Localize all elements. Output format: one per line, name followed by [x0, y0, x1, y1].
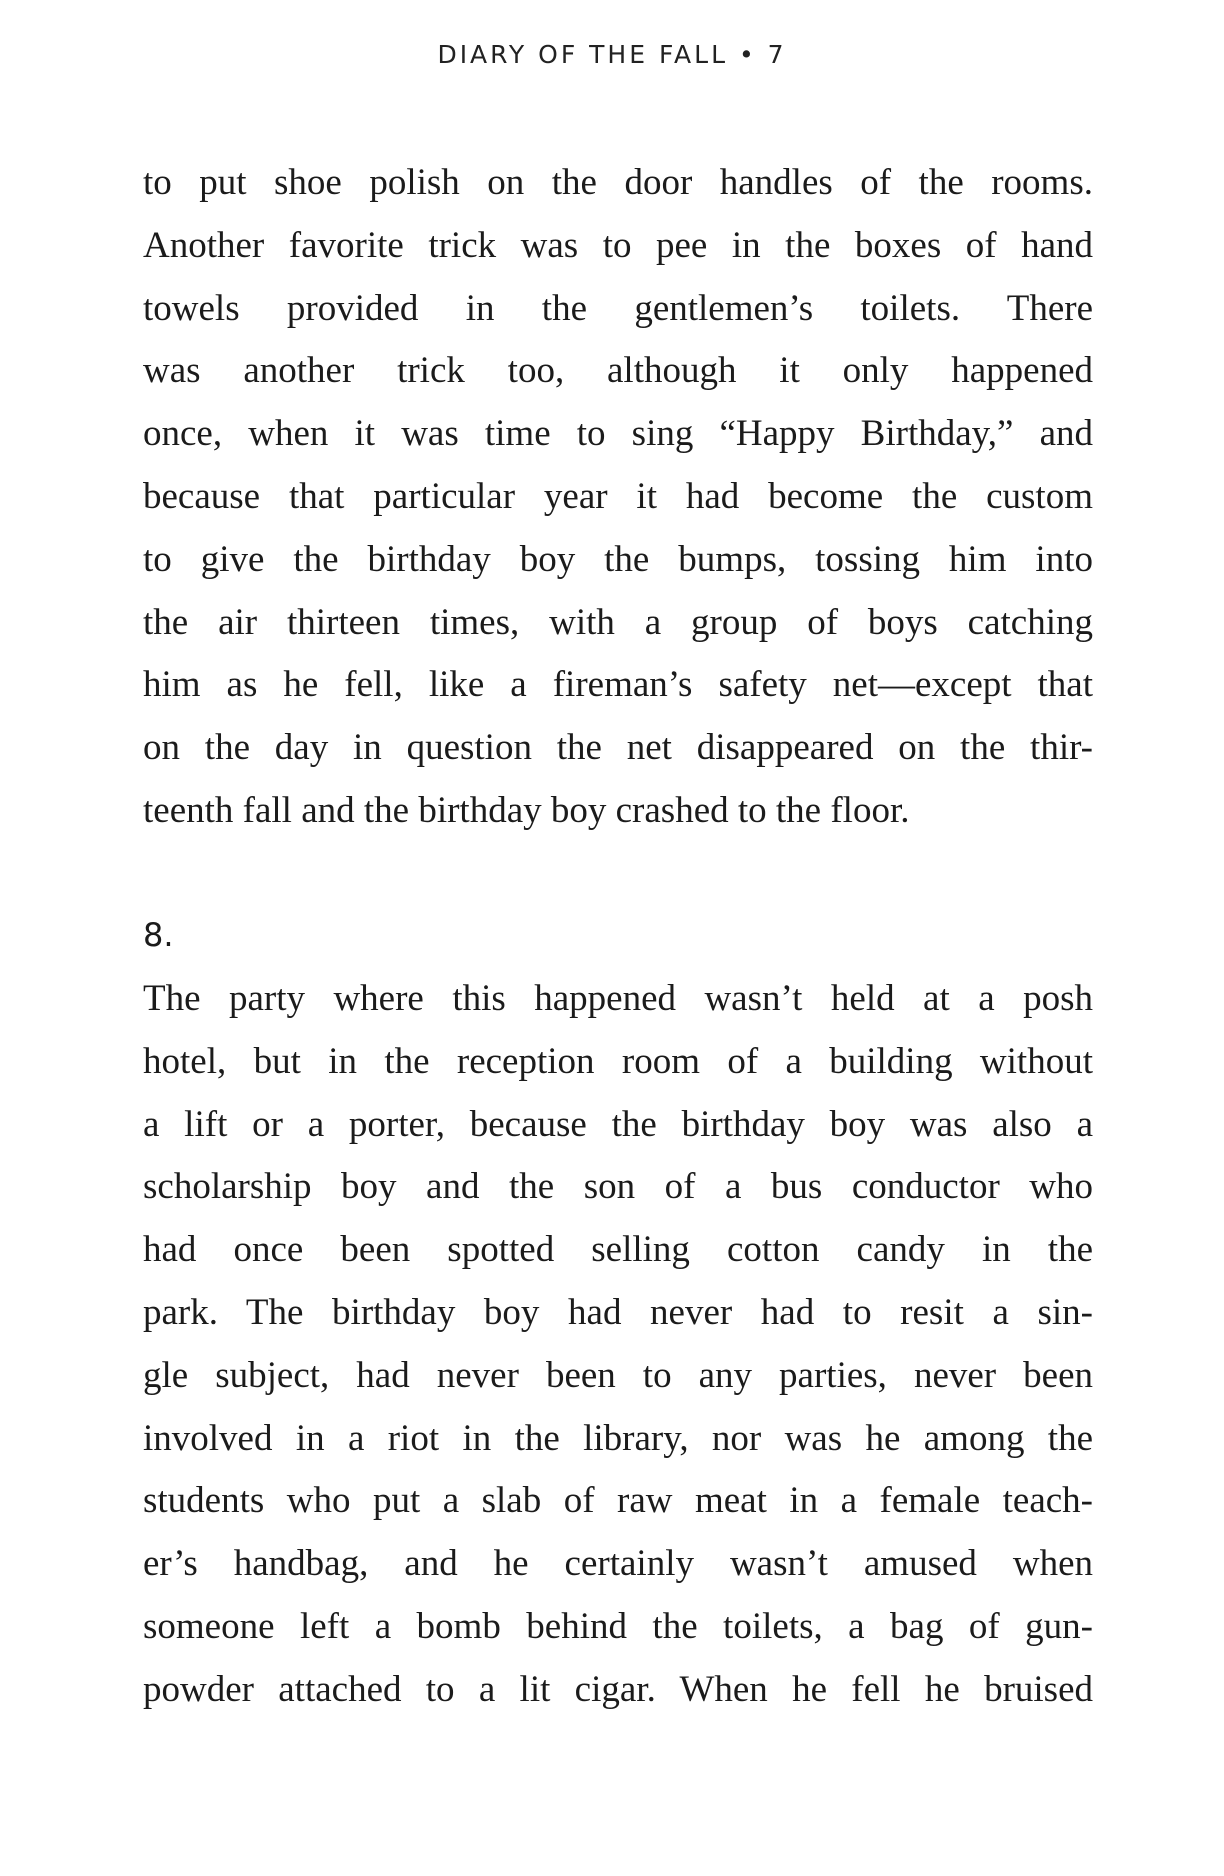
paragraph-line: teenth fall and the birthday boy crashed to the floor.	[143, 789, 910, 831]
paragraph-line: a lift or a porter, because the birthday boy was also a	[143, 1103, 1093, 1145]
paragraph-2	[143, 968, 1093, 1722]
paragraph-1	[143, 152, 1093, 843]
paragraph-line: students who put a slab of raw meat in a female teach-	[143, 1480, 1093, 1522]
paragraph-line: gle subject, had never been to any parties, never been	[143, 1354, 1093, 1396]
running-head: DIARY OF THE FALL • 7	[437, 40, 787, 69]
paragraph-line: The party where this happened wasn’t held at a posh	[143, 978, 1093, 1019]
paragraph-line: because that particular year it had become the custom	[143, 475, 1093, 517]
paragraph-line: to give the birthday boy the bumps, tossing him into	[143, 538, 1093, 580]
paragraph-line: park. The birthday boy had never had to resit a sin-	[143, 1291, 1093, 1333]
paragraph-line: powder attached to a lit cigar. When he fell he bruised	[143, 1668, 1093, 1710]
paragraph-line: someone left a bomb behind the toilets, a bag of gun-	[143, 1605, 1093, 1647]
paragraph-line: involved in a riot in the library, nor was he among the	[143, 1417, 1093, 1459]
paragraph-line: Another favorite trick was to pee in the boxes of hand	[143, 224, 1093, 266]
paragraph-line: on the day in question the net disappeared on the thir-	[143, 727, 1093, 769]
paragraph-line: er’s handbag, and he certainly wasn’t amused when	[143, 1543, 1093, 1585]
section-number: 8.	[143, 916, 174, 954]
paragraph-line: once, when it was time to sing “Happy Birthday,” and	[143, 413, 1093, 455]
paragraph-line: had once been spotted selling cotton candy in the	[143, 1229, 1093, 1271]
paragraph-line: him as he fell, like a fireman’s safety net—except that	[143, 664, 1093, 706]
paragraph-line: was another trick too, although it only happened	[143, 350, 1093, 392]
paragraph-line: scholarship boy and the son of a bus conductor who	[143, 1166, 1093, 1208]
paragraph-line: to put shoe polish on the door handles of the rooms.	[143, 162, 1093, 203]
paragraph-line: towels provided in the gentlemen’s toilets. There	[143, 287, 1093, 329]
paragraph-line: the air thirteen times, with a group of boys catching	[143, 601, 1093, 643]
paragraph-line: hotel, but in the reception room of a building without	[143, 1040, 1093, 1082]
